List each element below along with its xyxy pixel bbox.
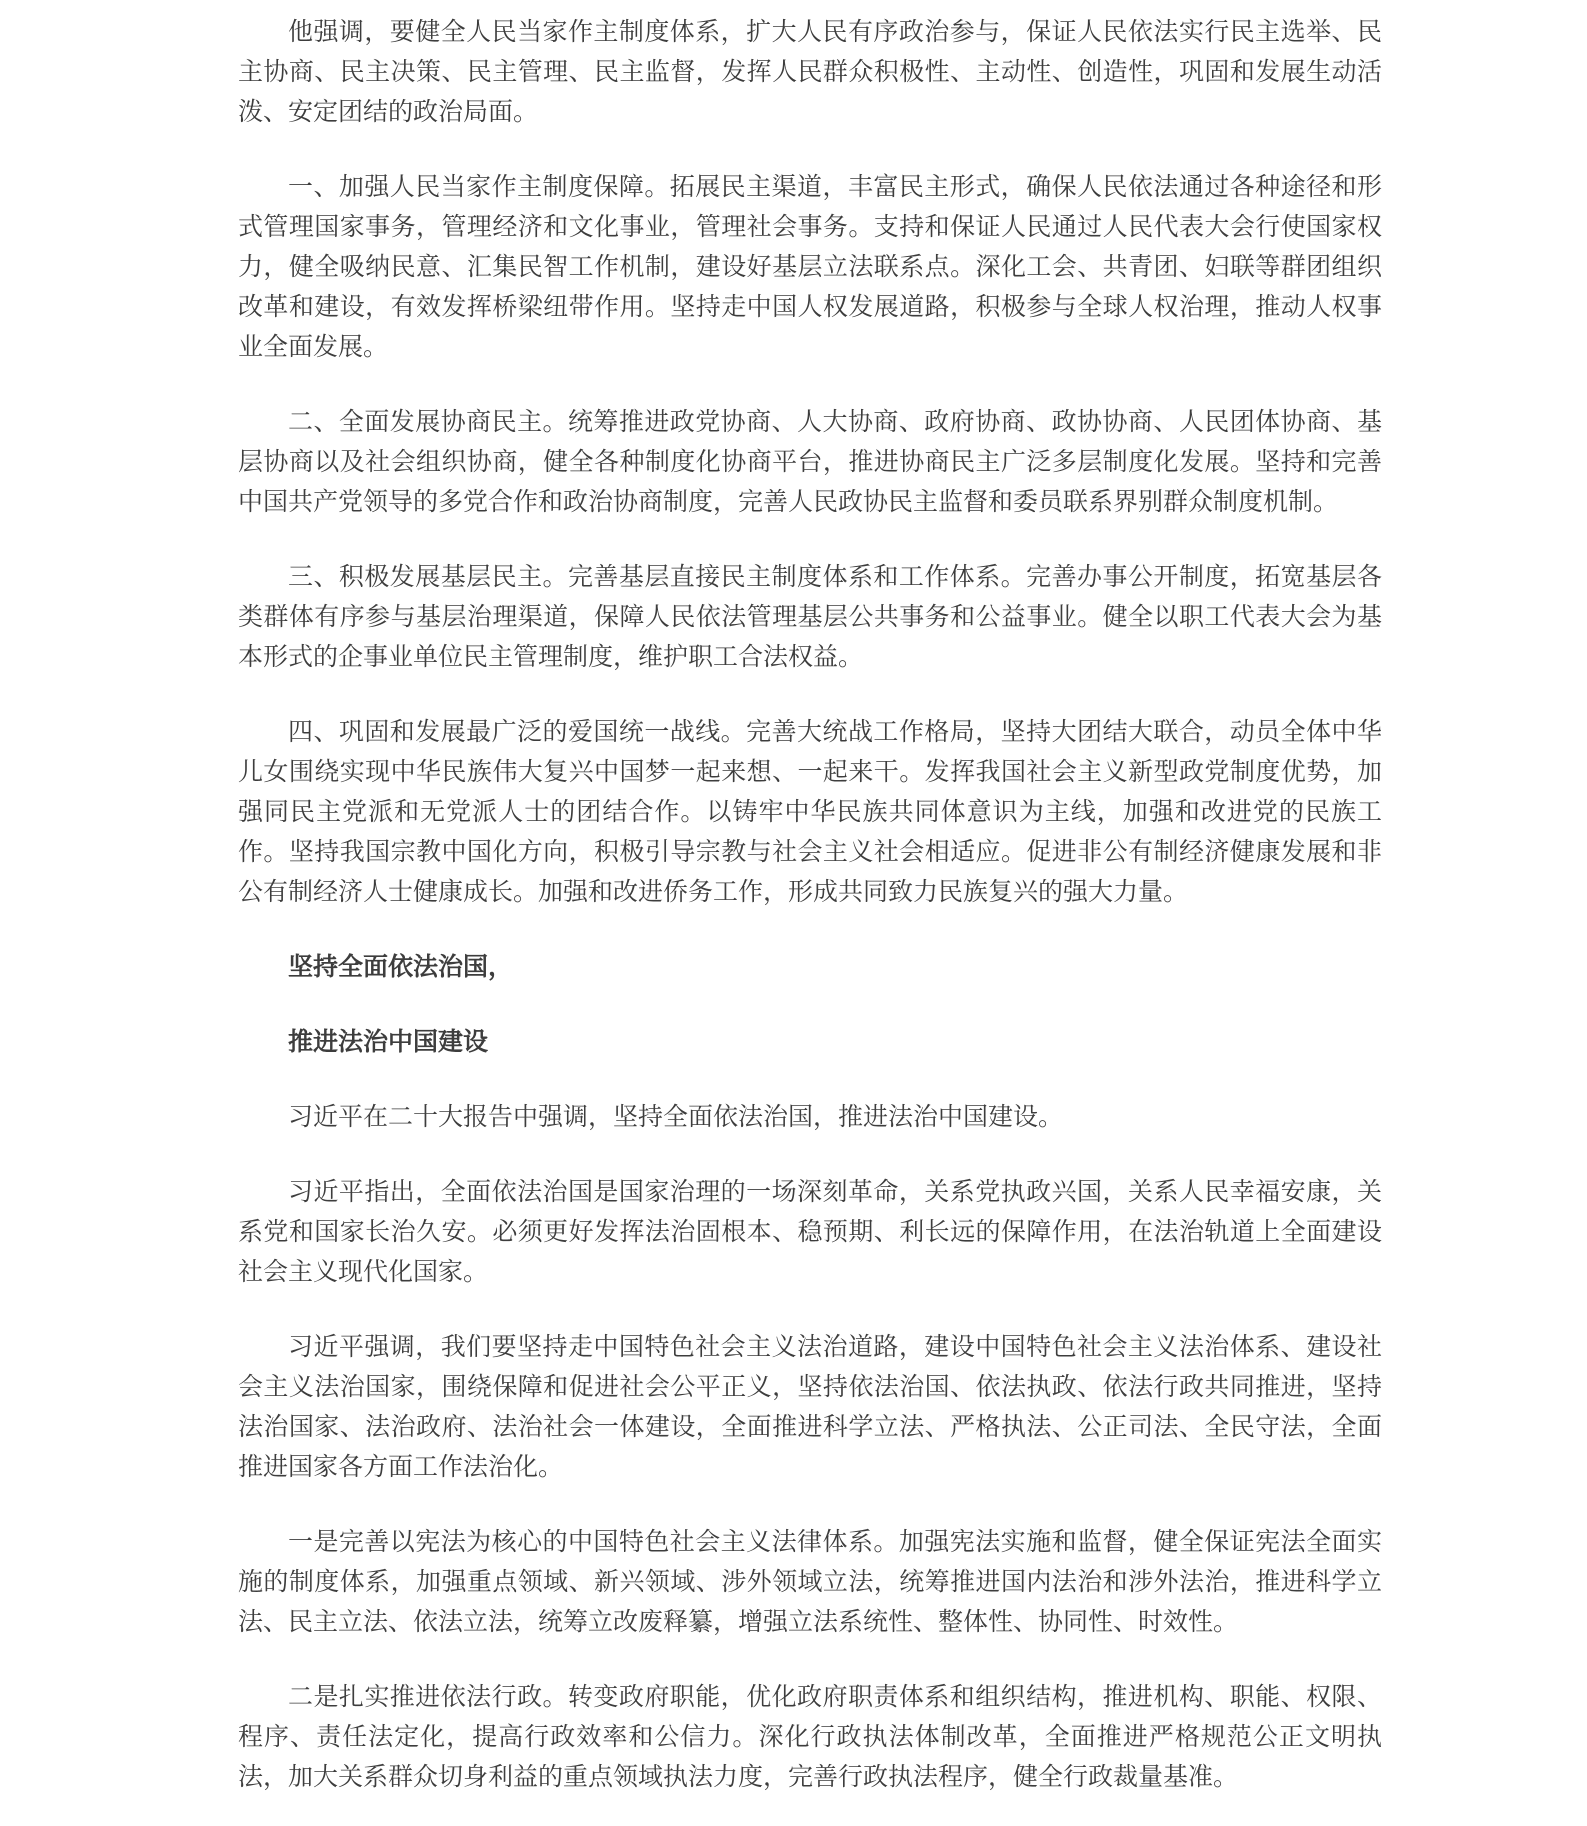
body-paragraph: 三、积极发展基层民主。完善基层直接民主制度体系和工作体系。完善办事公开制度，拓宽基层各类群体有序参与基层治理渠道，保障人民依法管理基层公共事务和公益事业。健全以职工代表大会为基本形式的企事业单位民主管理制度，维护职工合法权益。 [238, 564, 1382, 671]
body-paragraph: 一是完善以宪法为核心的中国特色社会主义法律体系。加强宪法实施和监督，健全保证宪法全面实施的制度体系，加强重点领域、新兴领域、涉外领域立法，统筹推进国内法治和涉外法治，推进科学立法、民主立法、依法立法，统筹立改废释纂，增强立法系统性、整体性、协同性、时效性。 [238, 1529, 1382, 1636]
section-heading: 坚持全面依法治国， [288, 954, 514, 981]
document-body [238, 13, 1382, 1798]
body-paragraph: 二、全面发展协商民主。统筹推进政党协商、人大协商、政府协商、政协协商、人民团体协商、基层协商以及社会组织协商，健全各种制度化协商平台，推进协商民主广泛多层制度化发展。坚持和完善中国共产党领导的多党合作和政治协商制度，完善人民政协民主监督和委员联系界别群众制度机制。 [238, 409, 1382, 516]
body-paragraph: 习近平强调，我们要坚持走中国特色社会主义法治道路，建设中国特色社会主义法治体系、建设社会主义法治国家，围绕保障和促进社会公平正义，坚持依法治国、依法执政、依法行政共同推进，坚持法治国家、法治政府、法治社会一体建设，全面推进科学立法、严格执法、公正司法、全民守法，全面推进国家各方面工作法治化。 [238, 1334, 1382, 1481]
body-paragraph: 他强调，要健全人民当家作主制度体系，扩大人民有序政治参与，保证人民依法实行民主选举、民主协商、民主决策、民主管理、民主监督，发挥人民群众积极性、主动性、创造性，巩固和发展生动活泼、安定团结的政治局面。 [238, 19, 1382, 126]
body-paragraph: 一、加强人民当家作主制度保障。拓展民主渠道，丰富民主形式，确保人民依法通过各种途径和形式管理国家事务，管理经济和文化事业，管理社会事务。支持和保证人民通过人民代表大会行使国家权力，健全吸纳民意、汇集民智工作机制，建设好基层立法联系点。深化工会、共青团、妇联等群团组织改革和建设，有效发挥桥梁纽带作用。坚持走中国人权发展道路，积极参与全球人权治理，推动人权事业全面发展。 [238, 174, 1382, 361]
body-paragraph: 四、巩固和发展最广泛的爱国统一战线。完善大统战工作格局，坚持大团结大联合，动员全体中华儿女围绕实现中华民族伟大复兴中国梦一起来想、一起来干。发挥我国社会主义新型政党制度优势，加强同民主党派和无党派人士的团结合作。以铸牢中华民族共同体意识为主线，加强和改进党的民族工作。坚持我国宗教中国化方向，积极引导宗教与社会主义社会相适应。促进非公有制经济健康发展和非公有制经济人士健康成长。加强和改进侨务工作，形成共同致力民族复兴的强大力量。 [238, 719, 1382, 906]
body-paragraph: 二是扎实推进依法行政。转变政府职能，优化政府职责体系和组织结构，推进机构、职能、权限、程序、责任法定化，提高行政效率和公信力。深化行政执法体制改革，全面推进严格规范公正文明执法，加大关系群众切身利益的重点领域执法力度，完善行政执法程序，健全行政裁量基准。 [238, 1684, 1382, 1791]
section-heading: 推进法治中国建设 [288, 1029, 489, 1056]
body-paragraph: 习近平在二十大报告中强调，坚持全面依法治国，推进法治中国建设。 [288, 1104, 1064, 1131]
body-paragraph: 习近平指出，全面依法治国是国家治理的一场深刻革命，关系党执政兴国，关系人民幸福安康，关系党和国家长治久安。必须更好发挥法治固根本、稳预期、利长远的保障作用，在法治轨道上全面建设社会主义现代化国家。 [238, 1179, 1382, 1286]
